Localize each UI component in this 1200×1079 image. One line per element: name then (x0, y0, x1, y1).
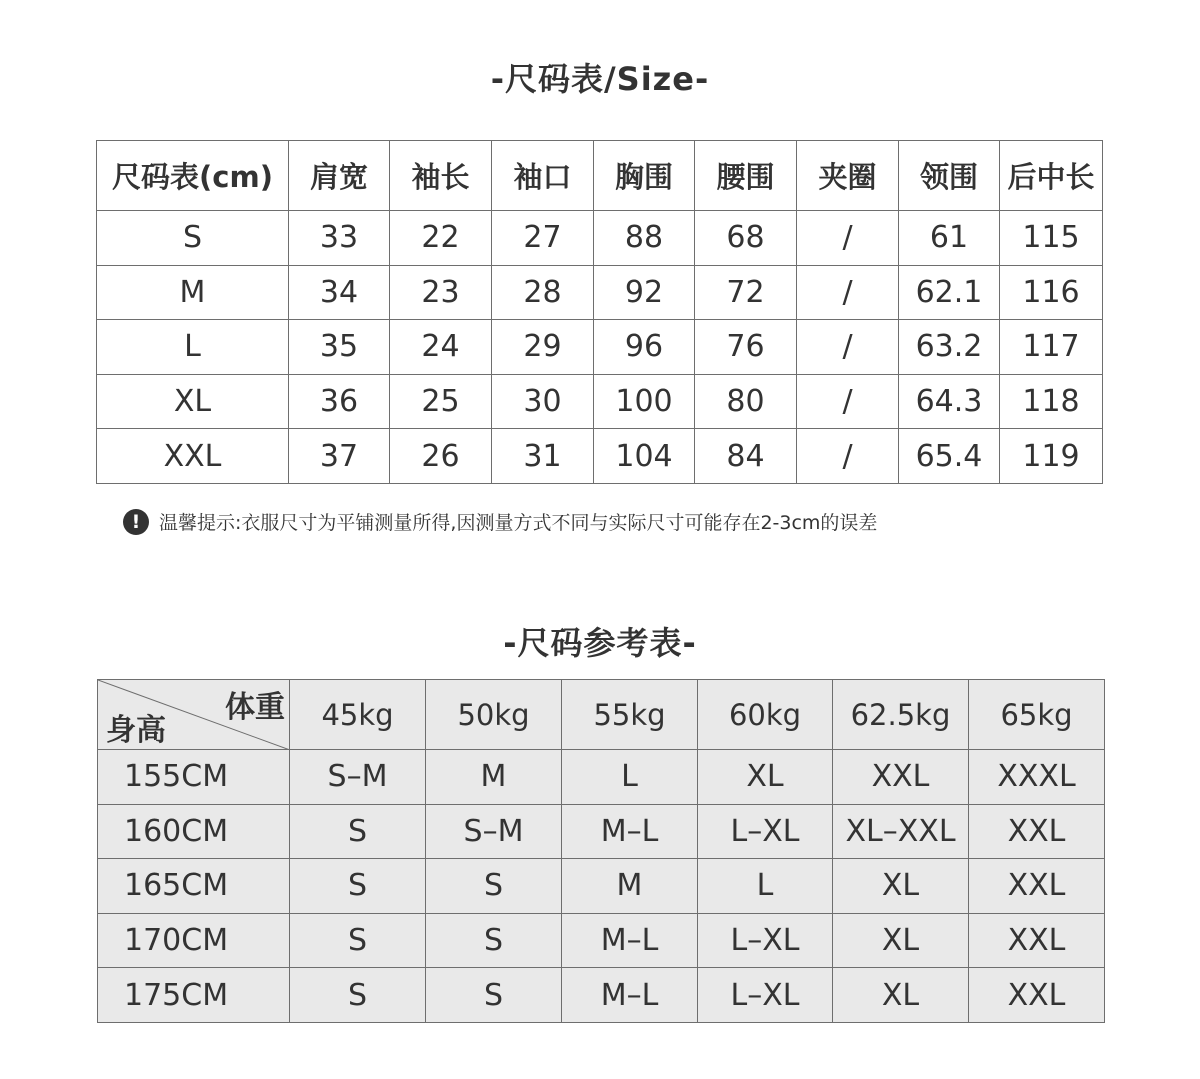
weight-axis-label: 体重 (225, 690, 285, 725)
recommended-size-cell: XL–XXL (833, 804, 969, 859)
recommended-size-cell: M–L (562, 804, 698, 859)
weight-header: 55kg (562, 680, 698, 750)
size-value-cell: 22 (390, 211, 492, 266)
size-value-cell: 104 (594, 429, 695, 484)
size-value-cell: 26 (390, 429, 492, 484)
size-chart-header: 夹圈 (797, 141, 899, 211)
exclamation-icon: ! (123, 509, 149, 535)
recommended-size-cell: S (426, 913, 562, 968)
size-value-cell: 36 (289, 374, 390, 429)
recommended-size-cell: M (426, 750, 562, 805)
size-label-cell: XXL (97, 429, 289, 484)
recommended-size-cell: XXXL (969, 750, 1105, 805)
size-value-cell: 84 (695, 429, 797, 484)
recommended-size-cell: XXL (969, 913, 1105, 968)
reference-chart-table (97, 679, 1105, 1023)
size-chart-header: 肩宽 (289, 141, 390, 211)
height-cell: 165CM (98, 859, 290, 914)
size-chart-header: 腰围 (695, 141, 797, 211)
size-chart-header: 尺码表(cm) (97, 141, 289, 211)
height-cell: 170CM (98, 913, 290, 968)
recommended-size-cell: XL (833, 913, 969, 968)
weight-header: 65kg (969, 680, 1105, 750)
size-value-cell: 28 (492, 265, 594, 320)
size-value-cell: 119 (1000, 429, 1103, 484)
size-chart-header: 胸围 (594, 141, 695, 211)
reference-chart-title: -尺码参考表- (503, 624, 697, 662)
recommended-size-cell: S (290, 804, 426, 859)
size-value-cell: 29 (492, 320, 594, 375)
recommended-size-cell: XL (698, 750, 833, 805)
size-value-cell: 92 (594, 265, 695, 320)
size-value-cell: / (797, 211, 899, 266)
size-value-cell: 96 (594, 320, 695, 375)
size-value-cell: 24 (390, 320, 492, 375)
size-chart-header-row (97, 141, 1103, 211)
size-label-cell: S (97, 211, 289, 266)
size-value-cell: 23 (390, 265, 492, 320)
size-chart-row (97, 374, 1103, 429)
size-value-cell: 118 (1000, 374, 1103, 429)
weight-header: 50kg (426, 680, 562, 750)
size-value-cell: 31 (492, 429, 594, 484)
recommended-size-cell: XL (833, 859, 969, 914)
recommended-size-cell: S–M (290, 750, 426, 805)
size-value-cell: 115 (1000, 211, 1103, 266)
recommended-size-cell: XXL (969, 804, 1105, 859)
size-value-cell: 76 (695, 320, 797, 375)
recommended-size-cell: XL (833, 968, 969, 1023)
reference-corner-cell (98, 680, 290, 750)
recommended-size-cell: L–XL (698, 913, 833, 968)
size-value-cell: 65.4 (899, 429, 1000, 484)
size-value-cell: / (797, 265, 899, 320)
height-cell: 175CM (98, 968, 290, 1023)
size-value-cell: 37 (289, 429, 390, 484)
reference-chart-row (98, 859, 1105, 914)
recommended-size-cell: M–L (562, 913, 698, 968)
size-chart-row (97, 211, 1103, 266)
recommended-size-cell: L–XL (698, 968, 833, 1023)
size-value-cell: 100 (594, 374, 695, 429)
recommended-size-cell: L (698, 859, 833, 914)
size-label-cell: M (97, 265, 289, 320)
size-value-cell: 63.2 (899, 320, 1000, 375)
height-axis-label: 身高 (106, 713, 166, 748)
size-value-cell: / (797, 320, 899, 375)
height-cell: 155CM (98, 750, 290, 805)
reference-chart-header-row (98, 680, 1105, 750)
recommended-size-cell: S (290, 968, 426, 1023)
weight-header: 45kg (290, 680, 426, 750)
recommended-size-cell: L–XL (698, 804, 833, 859)
recommended-size-cell: S (426, 859, 562, 914)
size-value-cell: 68 (695, 211, 797, 266)
recommended-size-cell: S (426, 968, 562, 1023)
recommended-size-cell: XXL (833, 750, 969, 805)
reference-chart-row (98, 804, 1105, 859)
recommended-size-cell: S–M (426, 804, 562, 859)
size-value-cell: 62.1 (899, 265, 1000, 320)
weight-header: 62.5kg (833, 680, 969, 750)
recommended-size-cell: M (562, 859, 698, 914)
size-value-cell: 30 (492, 374, 594, 429)
size-label-cell: L (97, 320, 289, 375)
size-value-cell: 25 (390, 374, 492, 429)
size-chart-title: -尺码表/Size- (490, 60, 710, 98)
recommended-size-cell: XXL (969, 859, 1105, 914)
size-chart-header: 后中长 (1000, 141, 1103, 211)
size-value-cell: 116 (1000, 265, 1103, 320)
size-value-cell: / (797, 374, 899, 429)
size-chart-row (97, 320, 1103, 375)
size-value-cell: 80 (695, 374, 797, 429)
recommended-size-cell: L (562, 750, 698, 805)
size-value-cell: 64.3 (899, 374, 1000, 429)
recommended-size-cell: S (290, 913, 426, 968)
recommended-size-cell: S (290, 859, 426, 914)
size-note-text: 温馨提示:衣服尺寸为平铺测量所得,因测量方式不同与实际尺寸可能存在2-3cm的误差 (159, 512, 878, 534)
size-value-cell: 88 (594, 211, 695, 266)
recommended-size-cell: XXL (969, 968, 1105, 1023)
size-label-cell: XL (97, 374, 289, 429)
size-chart-header: 领围 (899, 141, 1000, 211)
reference-chart-row (98, 913, 1105, 968)
size-value-cell: 35 (289, 320, 390, 375)
size-chart-row (97, 265, 1103, 320)
size-chart-row (97, 429, 1103, 484)
weight-header: 60kg (698, 680, 833, 750)
height-cell: 160CM (98, 804, 290, 859)
size-chart-header: 袖长 (390, 141, 492, 211)
recommended-size-cell: M–L (562, 968, 698, 1023)
size-value-cell: / (797, 429, 899, 484)
reference-chart-row (98, 750, 1105, 805)
reference-chart-row (98, 968, 1105, 1023)
size-chart-table (96, 140, 1103, 484)
size-note (123, 508, 877, 535)
size-value-cell: 27 (492, 211, 594, 266)
size-chart-header: 袖口 (492, 141, 594, 211)
size-value-cell: 72 (695, 265, 797, 320)
size-value-cell: 117 (1000, 320, 1103, 375)
size-value-cell: 34 (289, 265, 390, 320)
size-value-cell: 61 (899, 211, 1000, 266)
size-value-cell: 33 (289, 211, 390, 266)
